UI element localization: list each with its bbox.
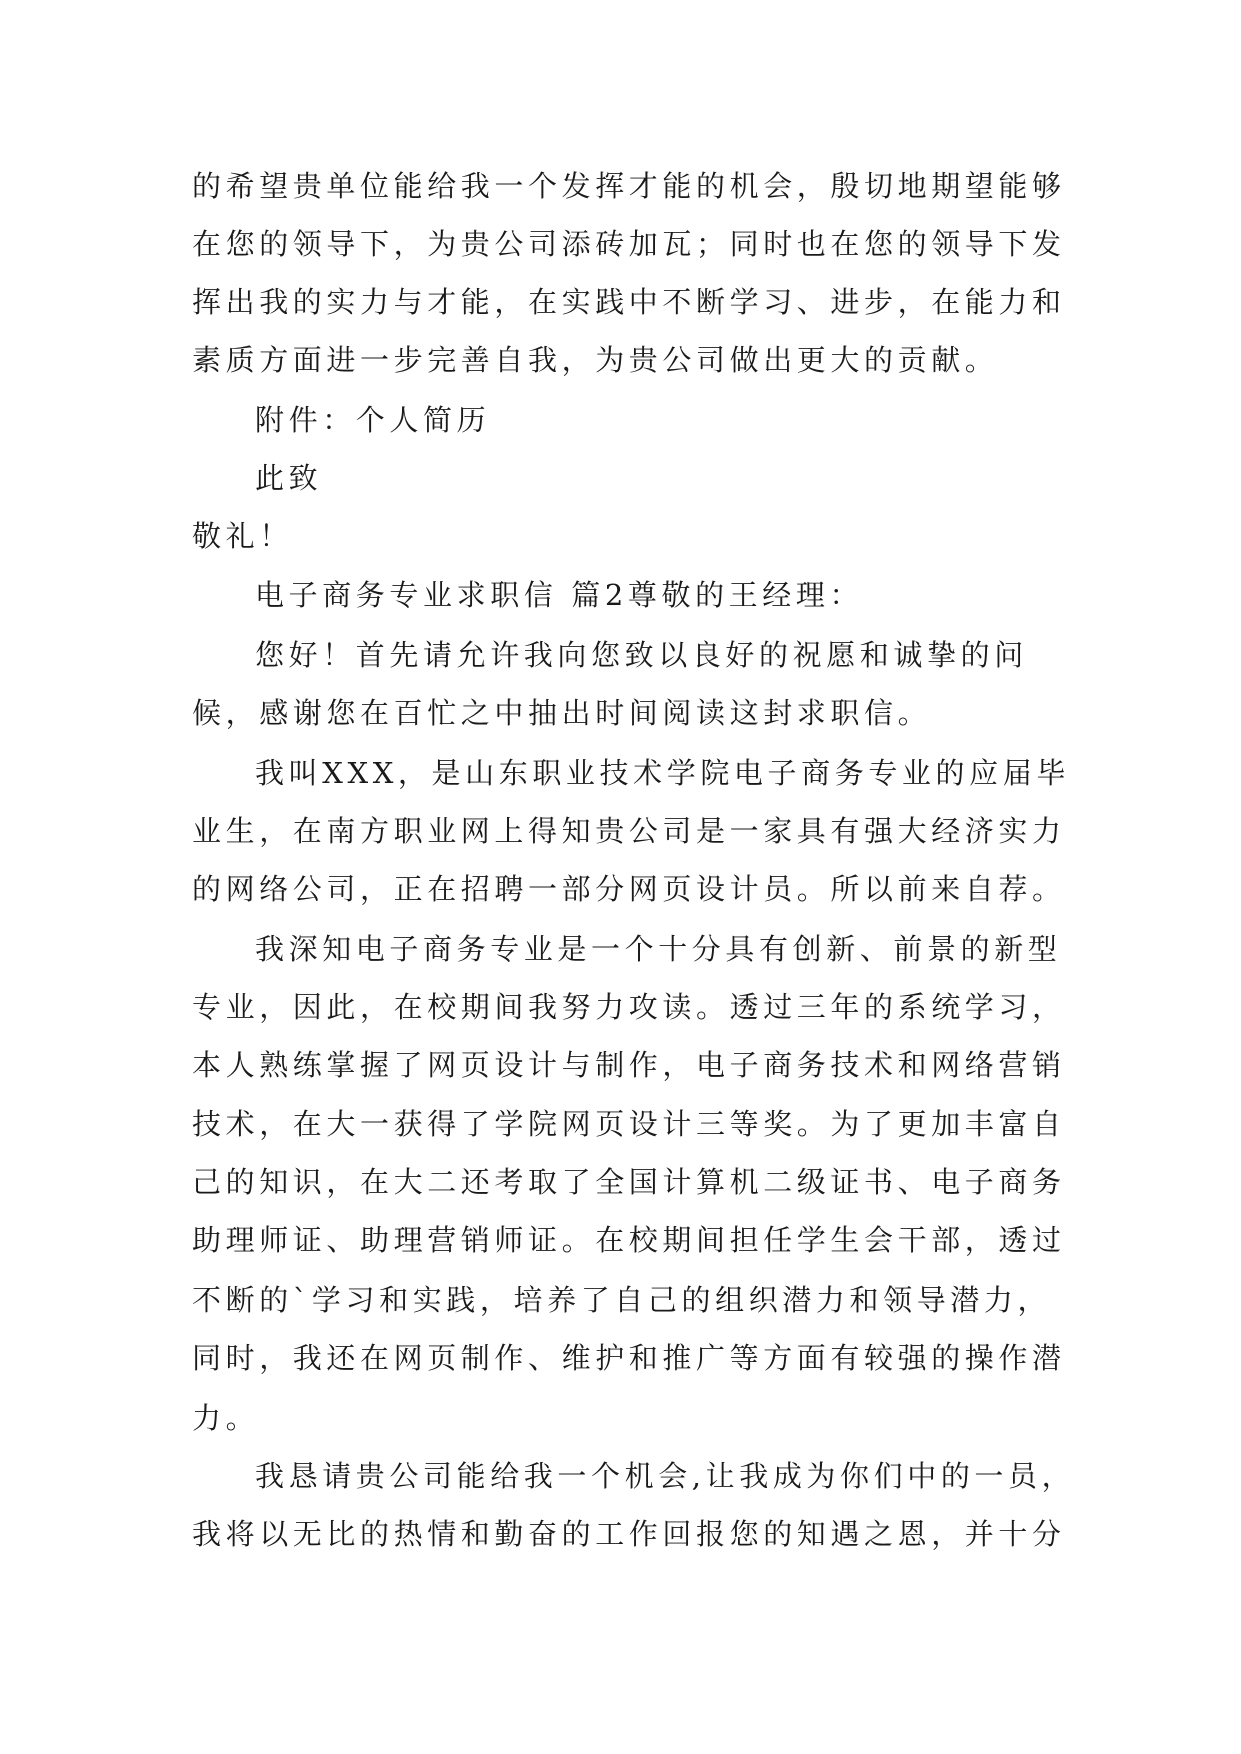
paragraph-line: 技术，在大一获得了学院网页设计三等奖。为了更加丰富自: [192, 1107, 1066, 1141]
attachment-line: 附件：个人简历: [255, 403, 491, 437]
paragraph-line: 在您的领导下，为贵公司添砖加瓦；同时也在您的领导下发: [192, 227, 1066, 261]
paragraph-line: 的希望贵单位能给我一个发挥才能的机会，殷切地期望能够: [192, 169, 1066, 203]
section-heading: 电子商务专业求职信 篇2尊敬的王经理：: [255, 578, 864, 612]
paragraph-line: 业生，在南方职业网上得知贵公司是一家具有强大经济实力: [192, 814, 1066, 848]
paragraph-line: 我恳请贵公司能给我一个机会,让我成为你们中的一员，: [255, 1459, 1076, 1493]
paragraph-line: 我将以无比的热情和勤奋的工作回报您的知遇之恩，并十分: [192, 1517, 1066, 1551]
paragraph-line: 您好！首先请允许我向您致以良好的祝愿和诚挚的问: [255, 638, 1028, 672]
closing-line: 此致: [255, 461, 323, 495]
paragraph-line: 我叫XXX，是山东职业技术学院电子商务专业的应届毕: [255, 756, 1070, 790]
paragraph-line: 我深知电子商务专业是一个十分具有创新、前景的新型: [255, 932, 1062, 966]
paragraph-line: 专业，因此，在校期间我努力攻读。透过三年的系统学习，: [192, 990, 1066, 1024]
paragraph-line: 候，感谢您在百忙之中抽出时间阅读这封求职信。: [192, 696, 932, 730]
paragraph-line: 素质方面进一步完善自我，为贵公司做出更大的贡献。: [192, 343, 999, 377]
paragraph-line: 己的知识，在大二还考取了全国计算机二级证书、电子商务: [192, 1165, 1066, 1199]
paragraph-line: 不断的`学习和实践，培养了自己的组织潜力和领导潜力，: [192, 1283, 1052, 1317]
paragraph-line: 本人熟练掌握了网页设计与制作，电子商务技术和网络营销: [192, 1048, 1066, 1082]
paragraph-line: 力。: [192, 1401, 260, 1435]
paragraph-line: 同时，我还在网页制作、维护和推广等方面有较强的操作潜: [192, 1341, 1066, 1375]
paragraph-line: 的网络公司，正在招聘一部分网页设计员。所以前来自荐。: [192, 872, 1066, 906]
paragraph-line: 挥出我的实力与才能，在实践中不断学习、进步，在能力和: [192, 285, 1066, 319]
paragraph-line: 助理师证、助理营销师证。在校期间担任学生会干部，透过: [192, 1223, 1066, 1257]
salutation-line: 敬礼！: [192, 519, 293, 553]
